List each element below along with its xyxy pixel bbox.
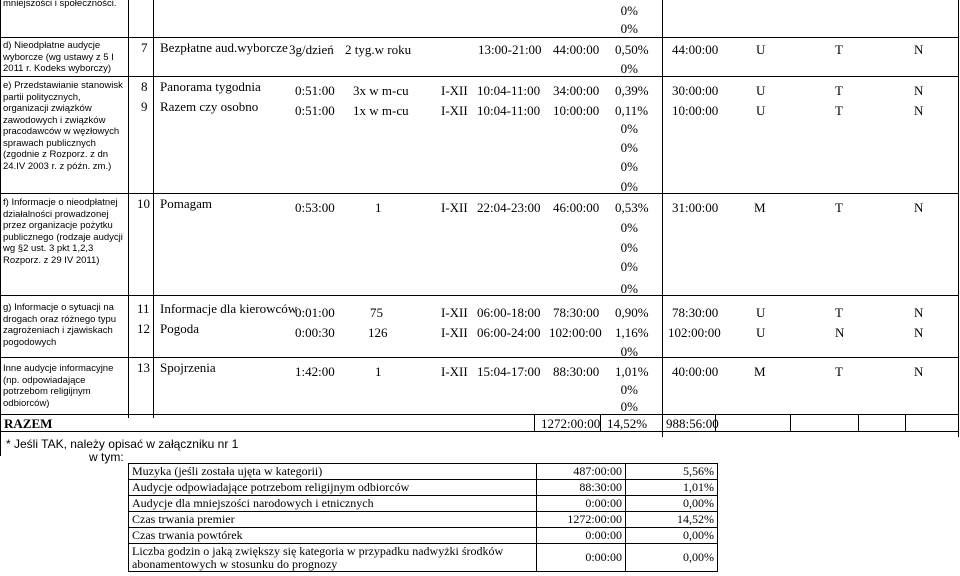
summary-label: Liczba godzin o jaką zwiększy się kategoria w przypadku nadwyżki środków abonamentowych w stosunku do prognozy	[129, 544, 537, 572]
row-code-2: T	[835, 83, 843, 98]
row-code-3: N	[914, 200, 924, 215]
row-code-3: N	[914, 42, 924, 57]
row-time: 06:00-24:00	[477, 325, 541, 340]
pct-cell: 0%	[620, 220, 638, 235]
pct-cell: 0%	[620, 121, 638, 136]
row-frequency: 1	[375, 200, 382, 215]
row-code-3: N	[914, 325, 924, 340]
footnote: * Jeśli TAK, należy opisać w załączniku nr 1	[6, 437, 239, 451]
row-code-2: N	[835, 325, 845, 340]
row-period: I-XII	[441, 364, 468, 379]
row-number: 12	[137, 321, 150, 336]
table-row	[129, 512, 718, 528]
row-number: 8	[141, 79, 148, 94]
summary-table	[128, 463, 718, 572]
row-frequency: 2 tyg.w roku	[345, 42, 412, 57]
row-number: 11	[137, 301, 150, 316]
pct-cell: 0%	[620, 281, 638, 296]
program-name: Razem czy osobno	[160, 99, 259, 114]
program-name: Informacje dla kierowców	[160, 301, 298, 316]
category-g: g) Informacje o sytuacji na drogach oraz różnego typu zagrożeniach i zjawiskach pogodowych	[3, 302, 117, 348]
row-code-1: U	[756, 42, 766, 57]
summary-value: 487:00:00	[537, 464, 626, 480]
row-total: 10:00:00	[553, 103, 600, 118]
summary-pct: 0,00%	[626, 528, 718, 544]
row-frequency: 1x w m-cu	[353, 103, 409, 118]
summary-value: 88:30:00	[537, 480, 626, 496]
in-which-label: w tym:	[89, 450, 124, 464]
row-number: 7	[141, 40, 148, 55]
row-code-2: T	[835, 364, 843, 379]
row-code-1: M	[754, 200, 766, 215]
row-period: I-XII	[441, 325, 468, 340]
program-name: Pogoda	[160, 321, 199, 336]
row-duration: 3g/dzień	[289, 42, 334, 57]
row-code-2: T	[835, 305, 843, 320]
pct-cell: 0%	[620, 21, 638, 36]
row-code-1: U	[756, 83, 766, 98]
table-row	[129, 480, 718, 496]
row-total-2: 44:00:00	[672, 42, 719, 57]
row-total: 46:00:00	[553, 200, 600, 215]
row-code-1: U	[756, 305, 766, 320]
row-code-2: T	[835, 200, 843, 215]
total-pct: 14,52%	[607, 416, 648, 431]
category-other: Inne audycje informacyjne (np. odpowiadające potrzebom religijnym odbiorców)	[3, 363, 114, 409]
row-period: I-XII	[441, 83, 468, 98]
row-pct: 0,53%	[615, 200, 649, 215]
row-time: 13:00-21:00	[478, 42, 542, 57]
total-hours: 1272:00:00	[541, 416, 601, 431]
pct-cell: 0%	[620, 259, 638, 274]
summary-label: Audycje odpowiadające potrzebom religijnym odbiorców	[129, 480, 537, 496]
program-name: Pomagam	[160, 196, 212, 211]
summary-label: Czas trwania powtórek	[129, 528, 537, 544]
row-pct: 1,01%	[615, 364, 649, 379]
summary-label: Audycje dla mniejszości narodowych i etnicznych	[129, 496, 537, 512]
pct-cell: 0%	[620, 179, 638, 194]
row-frequency: 3x w m-cu	[353, 83, 409, 98]
row-code-3: N	[914, 364, 924, 379]
category-d: d) Nieodpłatne audycje wyborcze (wg ustawy z 5 I 2011 r. Kodeks wyborczy)	[3, 40, 114, 74]
row-number: 10	[137, 196, 150, 211]
row-pct: 0,11%	[615, 103, 649, 118]
summary-pct: 0,00%	[626, 496, 718, 512]
row-pct: 0,90%	[615, 305, 649, 320]
row-total-2: 78:30:00	[672, 305, 719, 320]
row-time: 10:04-11:00	[477, 103, 541, 118]
pct-cell: 0%	[620, 61, 638, 76]
row-time: 15:04-17:00	[477, 364, 541, 379]
pct-cell: 0%	[620, 140, 638, 155]
row-duration: 0:01:00	[295, 305, 335, 320]
total-label: RAZEM	[4, 416, 53, 431]
pct-cell: 0%	[620, 344, 638, 359]
row-time: 10:04-11:00	[477, 83, 541, 98]
category-e: e) Przedstawianie stanowisk partii politycznych, organizacji związków zawodowych i związków pracodawców w węzłowych sprawach publicznych (zgodnie z Rozporz. z dn 24.IV 2003 r. z późn. zm.)	[3, 80, 123, 172]
row-frequency: 126	[368, 325, 388, 340]
row-total: 102:00:00	[549, 325, 602, 340]
pct-cell: 0%	[620, 240, 638, 255]
row-duration: 1:42:00	[295, 364, 335, 379]
row-code-1: U	[756, 103, 766, 118]
category-f: f) Informacje o nieodpłatnej działalności prowadzonej przez organizacje pożytku publicznego (rodzaje audycji wg §2 ust. 3 pkt 1,2,3 Rozporz. z 29 IV 2011)	[3, 197, 123, 266]
table-row	[129, 544, 718, 572]
row-duration: 0:00:30	[295, 325, 335, 340]
summary-label: Czas trwania premier	[129, 512, 537, 528]
row-total-2: 30:00:00	[672, 83, 719, 98]
row-total: 44:00:00	[553, 42, 600, 57]
row-total-2: 10:00:00	[672, 103, 719, 118]
row-total-2: 40:00:00	[672, 364, 719, 379]
program-name: Bezpłatne aud.wyborcze	[160, 40, 288, 55]
row-number: 13	[137, 360, 150, 375]
row-time: 22:04-23:00	[477, 200, 541, 215]
row-number: 9	[141, 99, 148, 114]
program-name: Panorama tygodnia	[160, 79, 261, 94]
total-hours-2: 988:56:00	[666, 416, 719, 431]
table-row	[129, 496, 718, 512]
pct-cell: 0%	[620, 3, 638, 18]
summary-value: 1272:00:00	[537, 512, 626, 528]
row-code-3: N	[914, 305, 924, 320]
row-code-2: T	[835, 42, 843, 57]
pct-cell: 0%	[620, 159, 638, 174]
row-total: 34:00:00	[553, 83, 600, 98]
summary-value: 0:00:00	[537, 496, 626, 512]
table-row	[129, 528, 718, 544]
row-duration: 0:51:00	[295, 103, 335, 118]
row-time: 06:00-18:00	[477, 305, 541, 320]
row-period: I-XII	[441, 305, 468, 320]
row-code-3: N	[914, 83, 924, 98]
pct-cell: 0%	[620, 399, 638, 414]
row-total: 88:30:00	[553, 364, 600, 379]
summary-pct: 5,56%	[626, 464, 718, 480]
summary-value: 0:00:00	[537, 528, 626, 544]
row-period: I-XII	[441, 103, 468, 118]
row-code-1: M	[754, 364, 766, 379]
row-total-2: 102:00:00	[668, 325, 721, 340]
row-duration: 0:53:00	[295, 200, 335, 215]
row-pct: 1,16%	[615, 325, 649, 340]
row-code-2: T	[835, 103, 843, 118]
summary-label: Muzyka (jeśli została ujęta w kategorii)	[129, 464, 537, 480]
summary-value: 0:00:00	[537, 544, 626, 572]
table-row	[129, 464, 718, 480]
row-frequency: 75	[370, 305, 383, 320]
row-frequency: 1	[375, 364, 382, 379]
row-total-2: 31:00:00	[672, 200, 719, 215]
summary-pct: 14,52%	[626, 512, 718, 528]
row-code-1: U	[756, 325, 766, 340]
row-period: I-XII	[441, 200, 468, 215]
row-duration: 0:51:00	[295, 83, 335, 98]
row-pct: 0,50%	[615, 42, 649, 57]
row-total: 78:30:00	[553, 305, 600, 320]
summary-pct: 1,01%	[626, 480, 718, 496]
row-pct: 0,39%	[615, 83, 649, 98]
row-code-3: N	[914, 103, 924, 118]
category-fragment: mniejszości i społeczności.	[3, 0, 117, 9]
program-name: Spojrzenia	[160, 360, 216, 375]
summary-pct: 0,00%	[626, 544, 718, 572]
pct-cell: 0%	[620, 382, 638, 397]
